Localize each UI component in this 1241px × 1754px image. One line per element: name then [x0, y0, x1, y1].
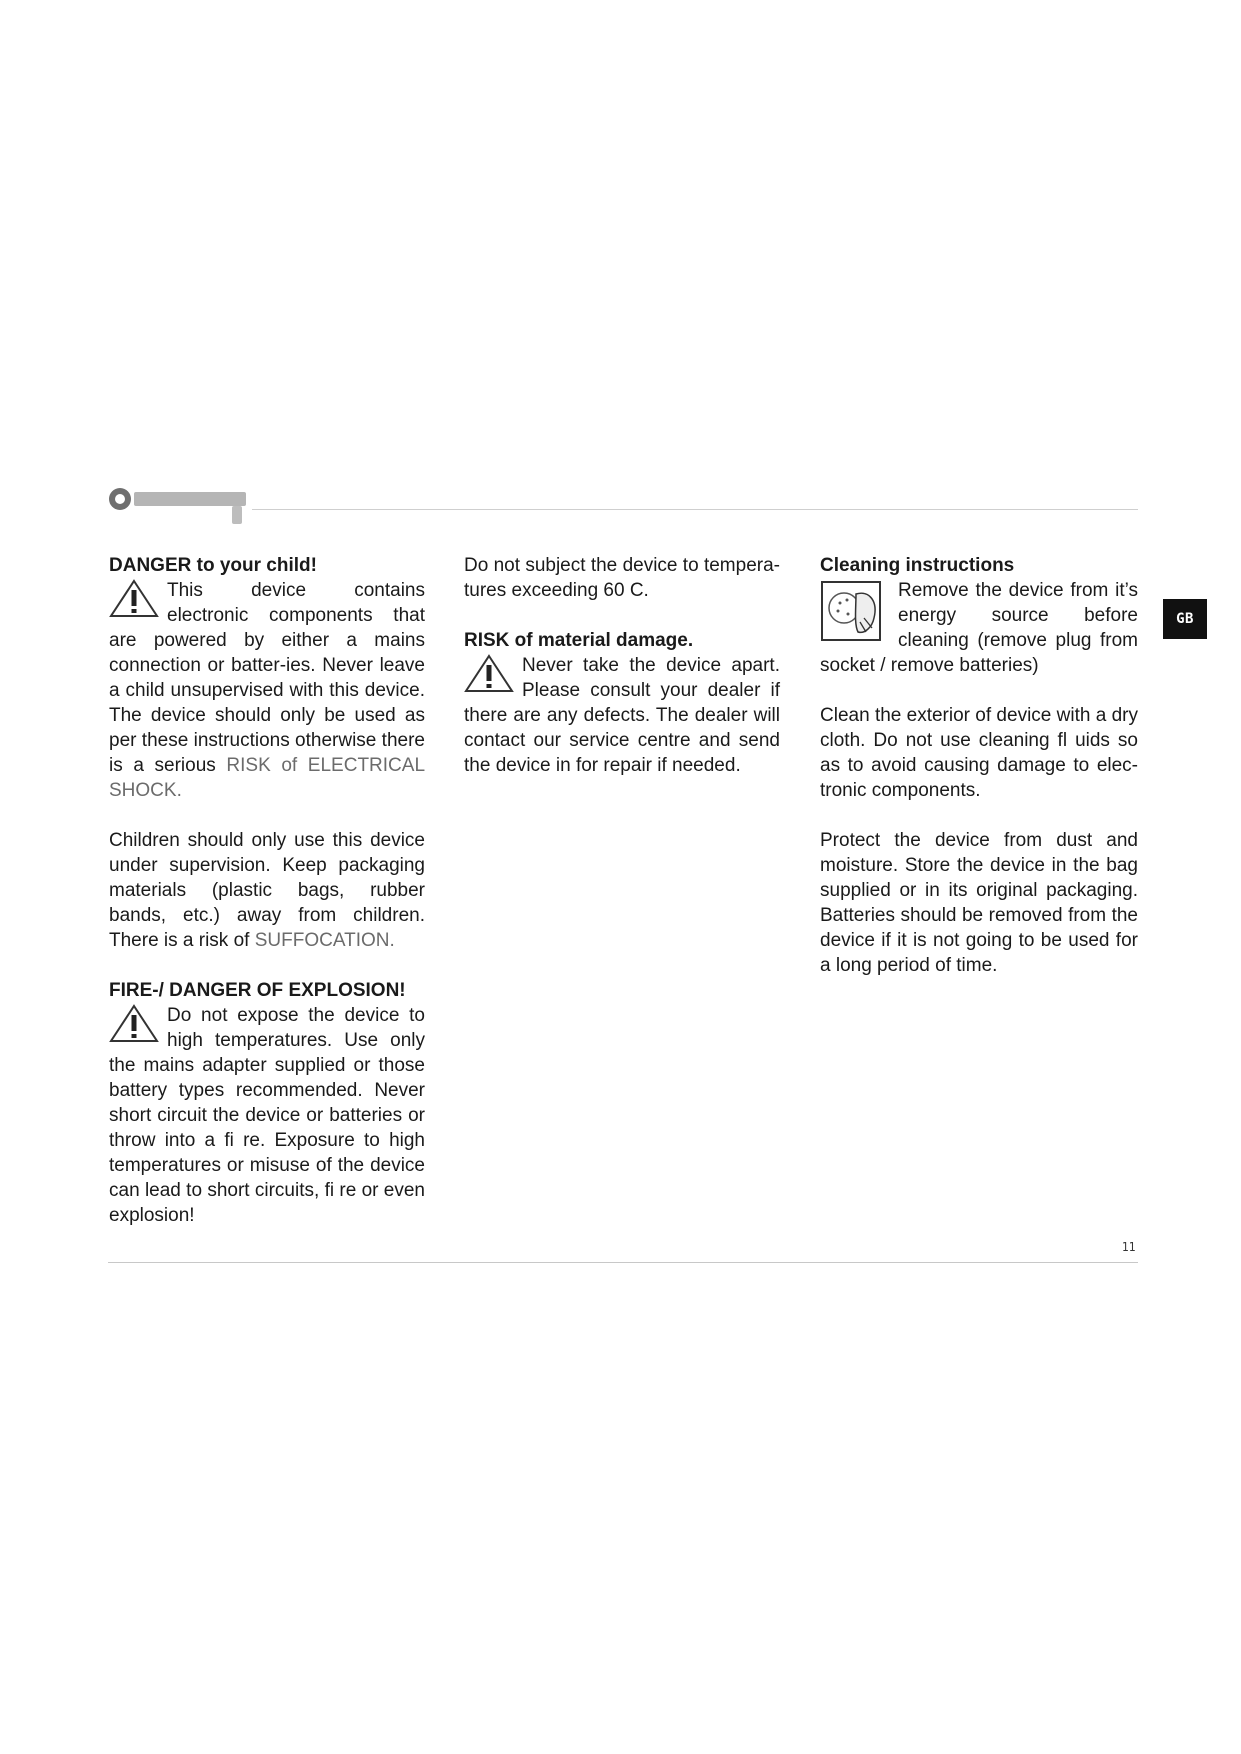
section-material-damage	[464, 628, 780, 778]
children-body: Children should only use this device under supervision. Keep packaging materials (plastic bags, rubber bands, etc.) away from children. There is a risk of	[109, 830, 425, 951]
section-fire	[109, 978, 425, 1228]
exterior-text: Clean the exterior of device with a dry cloth. Do not use cleaning fl uids so as to avoid causing damage to elec-tronic components.	[820, 705, 1138, 801]
cleaning-cloth-icon	[820, 578, 898, 653]
protect-text: Protect the device from dust and moisture. Store the device in the bag supplied or in its original packaging. Batteries should be removed from the device if it is not going to be used for a long period of time.	[820, 830, 1138, 976]
risk-electrical-shock: RISK of ELECTRICAL SHOCK.	[109, 755, 426, 801]
language-tab-gb	[1163, 599, 1207, 639]
header-rule	[252, 509, 1138, 510]
section-children	[109, 828, 425, 953]
section-temperature	[464, 553, 780, 603]
page-number: 11	[1122, 1240, 1136, 1254]
section-exterior	[820, 703, 1138, 803]
warning-triangle-icon	[109, 578, 167, 628]
language-tab-label: GB	[1176, 611, 1194, 627]
column-right	[820, 553, 1138, 978]
temperature-text: Do not subject the device to tempera-tures exceeding 60 C.	[464, 555, 780, 601]
section-cleaning	[820, 553, 1138, 678]
material-damage-text: Never take the device apart. Please consult your dealer if there are any defects. The dealer will contact our service centre and send the device in for repair if needed.	[464, 655, 780, 776]
bresser-logo	[108, 482, 258, 528]
danger-child-body: This device contains electronic components that are powered by either a mains connection or batter-ies. Never leave a child unsupervised with this device. The device should only be used as per these instructions otherwise there is a serious	[109, 580, 425, 776]
heading-material-damage: RISK of material damage.	[464, 630, 694, 651]
risk-suffocation: SUFFOCATION.	[254, 930, 395, 951]
column-left	[109, 553, 425, 1228]
cleaning-text: Remove the device from it’s energy source before cleaning (remove plug from socket / remove batteries)	[820, 580, 1138, 676]
column-middle	[464, 553, 780, 778]
fire-text: Do not expose the device to high temperatures. Use only the mains adapter supplied or those battery types recommended. Never short circuit the device or batteries or throw into a fi re. Exposure to high temperatures or misuse of the device can lead to short circuits, fi re or even explosion!	[109, 1005, 425, 1226]
footer-rule	[108, 1262, 1138, 1263]
heading-fire: FIRE-/ DANGER OF EXPLOSION!	[109, 980, 406, 1001]
heading-danger-child: DANGER to your child!	[109, 555, 317, 576]
children-text	[109, 828, 425, 953]
warning-triangle-icon	[464, 653, 522, 703]
warning-triangle-icon	[109, 1003, 167, 1053]
section-danger-child	[109, 553, 425, 803]
section-protect	[820, 828, 1138, 978]
bresser-logo-icon	[109, 488, 246, 524]
heading-cleaning: Cleaning instructions	[820, 555, 1015, 576]
